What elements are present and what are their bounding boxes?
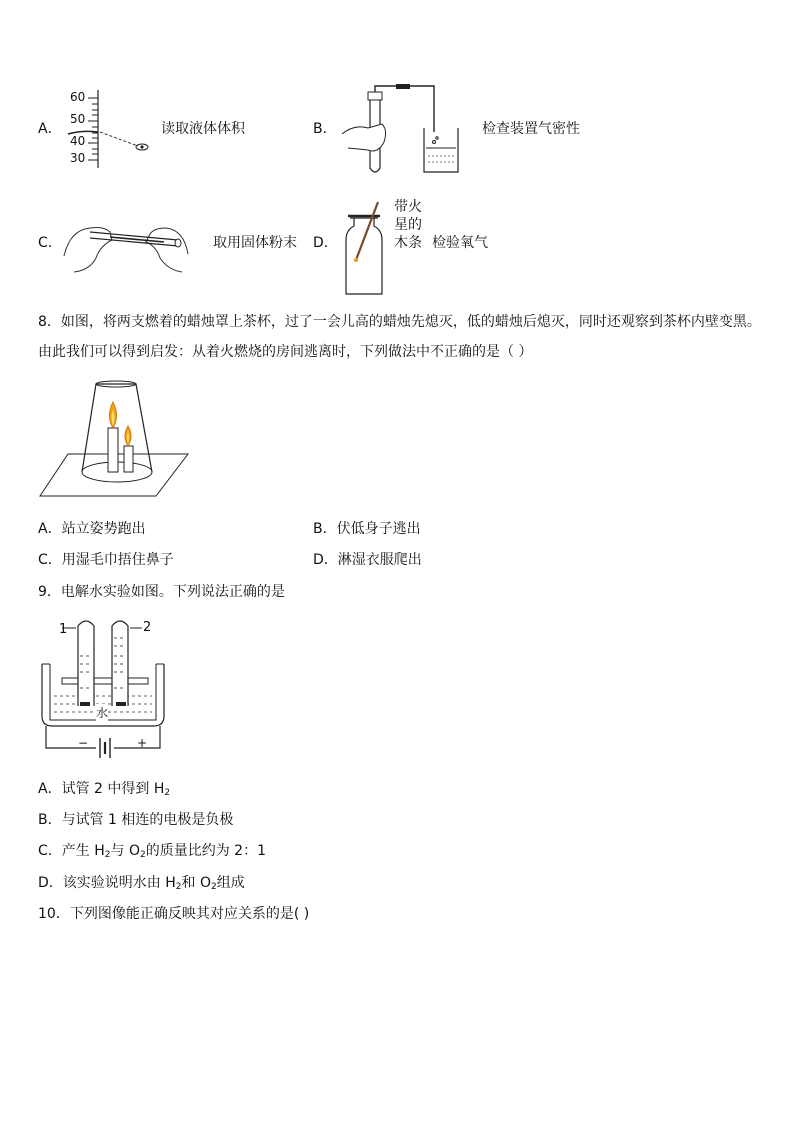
q9-d-text2: 和 O xyxy=(181,875,211,891)
splint-annotation-3: 木条 xyxy=(394,235,422,251)
q9-option-b[interactable]: B．与试管 1 相连的电极是负极 xyxy=(38,812,234,828)
q9-d-text1: D．该实验说明水由 H xyxy=(38,875,176,891)
q9-option-c[interactable] xyxy=(38,842,266,864)
candles-under-cup-figure xyxy=(40,380,190,500)
tick-40: 40 xyxy=(70,134,86,148)
q9-option-d[interactable] xyxy=(38,874,245,896)
cylinder-tick-labels xyxy=(66,88,156,170)
q9-d-sub2: 2 xyxy=(210,882,217,892)
water-label: 水 xyxy=(96,706,109,720)
q8-option-b[interactable]: B．伏低身子逃出 xyxy=(313,521,421,537)
positive-terminal-label: + xyxy=(137,736,148,750)
q7-option-d-label: 检验氧气 xyxy=(432,235,488,251)
q8-option-d[interactable]: D．淋湿衣服爬出 xyxy=(313,552,422,568)
q8-option-c[interactable]: C．用湿毛巾捂住鼻子 xyxy=(38,552,174,568)
q9-c-sub1: 2 xyxy=(104,850,111,860)
q7-option-b-label: 检查装置气密性 xyxy=(482,121,580,137)
powder-transfer-figure xyxy=(60,210,192,276)
q9-a-sub: 2 xyxy=(164,788,171,798)
negative-terminal-label: − xyxy=(78,736,89,750)
airtightness-check-figure xyxy=(338,84,463,178)
q10-stem: 10．下列图像能正确反映其对应关系的是( ) xyxy=(38,906,310,922)
q7-option-a-letter: A． xyxy=(38,121,62,137)
tube-1-label: 1 xyxy=(59,622,68,637)
q9-d-sub1: 2 xyxy=(175,882,182,892)
q8-stem-line2: 由此我们可以得到启发：从着火燃烧的房间逃离时，下列做法中不正确的是（ ） xyxy=(38,344,533,360)
q9-c-text1: C．产生 H xyxy=(38,843,105,859)
tick-60: 60 xyxy=(70,90,86,104)
q7-option-d-letter: D． xyxy=(313,235,338,251)
q9-option-a[interactable] xyxy=(38,780,170,802)
q9-c-text2: 与 O xyxy=(110,843,140,859)
q7-option-c-letter: C． xyxy=(38,235,62,251)
q7-option-c-label: 取用固体粉末 xyxy=(213,235,297,251)
q9-c-sub2: 2 xyxy=(139,850,146,860)
q7-option-b-letter: B． xyxy=(313,121,337,137)
q9-stem: 9．电解水实验如图。下列说法正确的是 xyxy=(38,584,285,600)
q7-option-a-label: 读取液体体积 xyxy=(161,121,245,137)
q8-stem-line1: 8．如图，将两支燃着的蜡烛罩上茶杯，过了一会儿高的蜡烛先熄灭，低的蜡烛后熄灭，同时还观察到茶杯内壁变黑。 xyxy=(38,314,761,330)
tube-2-label: 2 xyxy=(143,620,152,635)
q9-c-text3: 的质量比约为 2：1 xyxy=(145,843,266,859)
splint-annotation-2: 星的 xyxy=(394,217,422,233)
tick-30: 30 xyxy=(70,151,86,165)
tick-50: 50 xyxy=(70,112,86,126)
q8-option-a[interactable]: A．站立姿势跑出 xyxy=(38,521,146,537)
q9-a-text: A．试管 2 中得到 H xyxy=(38,781,165,797)
q9-d-text3: 组成 xyxy=(216,875,245,891)
oxygen-test-bottle-figure xyxy=(344,200,394,296)
splint-annotation-1: 带火 xyxy=(394,199,422,215)
electrolysis-labels xyxy=(38,616,168,766)
